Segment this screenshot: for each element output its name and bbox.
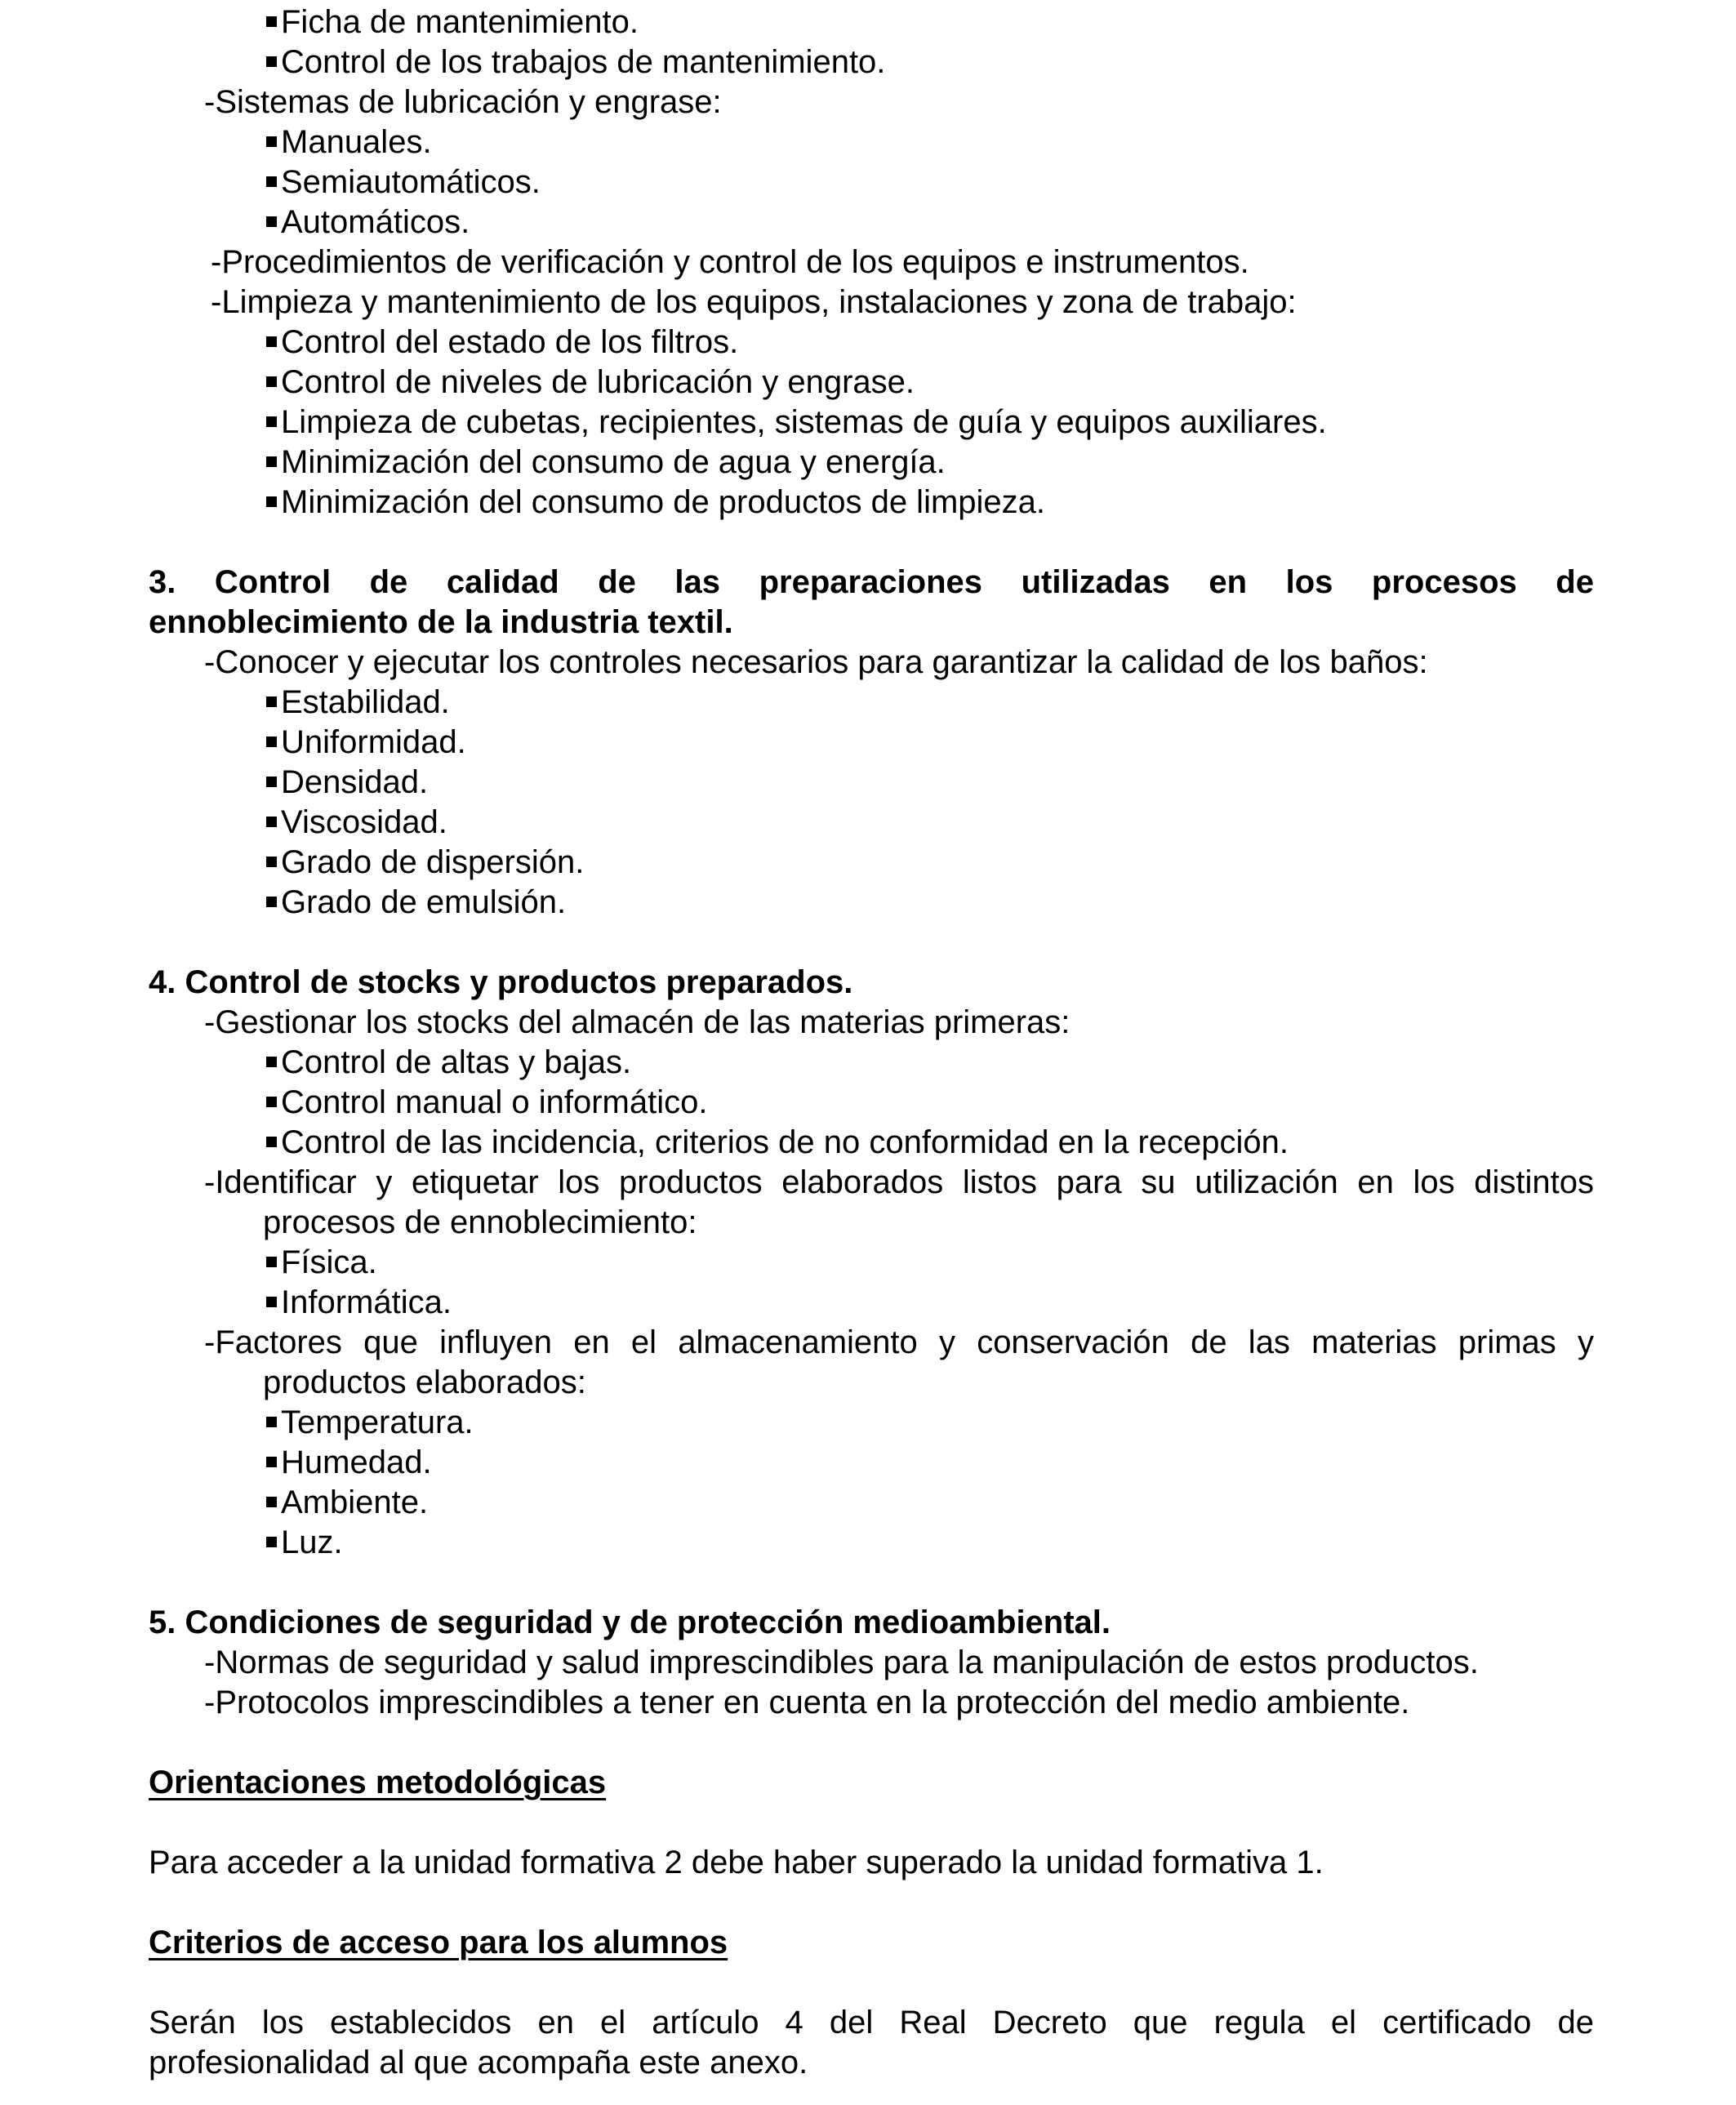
- square-bullet-icon: [266, 56, 277, 67]
- square-bullet-icon: [266, 1097, 277, 1107]
- square-bullet-icon: [266, 336, 277, 347]
- list-item: Temperatura.: [266, 1403, 474, 1443]
- list-item: Semiautomáticos.: [266, 162, 541, 202]
- paragraph: Serán los establecidos en el artículo 4 del Real Decreto que regula el certificado de: [149, 2005, 1594, 2040]
- list-item: -Sistemas de lubricación y engrase:: [204, 84, 722, 120]
- list-item: Control de niveles de lubricación y engrase.: [266, 363, 915, 403]
- list-item: Luz.: [266, 1523, 343, 1563]
- square-bullet-icon: [266, 16, 277, 27]
- list-item: Física.: [266, 1243, 377, 1283]
- square-bullet-icon: [266, 1537, 277, 1547]
- square-bullet-icon: [266, 1417, 277, 1427]
- section-heading: ennoblecimiento de la industria textil.: [149, 604, 733, 640]
- square-bullet-icon: [266, 1137, 277, 1147]
- list-item: Control del estado de los filtros.: [266, 323, 738, 363]
- list-item: procesos de ennoblecimiento:: [263, 1204, 697, 1240]
- list-item: Limpieza de cubetas, recipientes, sistemas de guía y equipos auxiliares.: [266, 403, 1327, 443]
- list-item: Minimización del consumo de agua y energía.: [266, 443, 946, 483]
- list-item: -Procedimientos de verificación y control de los equipos e instrumentos.: [211, 244, 1249, 280]
- list-item: Grado de dispersión.: [266, 843, 584, 883]
- square-bullet-icon: [266, 857, 277, 867]
- list-item: Manuales.: [266, 122, 432, 162]
- square-bullet-icon: [266, 376, 277, 387]
- list-item: Uniformidad.: [266, 723, 466, 763]
- list-item: Informática.: [266, 1283, 452, 1323]
- paragraph: Para acceder a la unidad formativa 2 debe haber superado la unidad formativa 1.: [149, 1845, 1324, 1880]
- section-heading: 5. Condiciones de seguridad y de protección medioambiental.: [149, 1604, 1111, 1640]
- list-item: Viscosidad.: [266, 803, 447, 843]
- list-item: -Protocolos imprescindibles a tener en cuenta en la protección del medio ambiente.: [204, 1684, 1410, 1720]
- section-heading: 4. Control de stocks y productos preparados.: [149, 964, 853, 1000]
- list-item: Control manual o informático.: [266, 1083, 707, 1123]
- list-item: Automáticos.: [266, 202, 470, 243]
- list-item: Estabilidad.: [266, 683, 450, 723]
- square-bullet-icon: [266, 416, 277, 427]
- list-item: Control de los trabajos de mantenimiento.: [266, 42, 885, 82]
- square-bullet-icon: [266, 1257, 277, 1267]
- square-bullet-icon: [266, 1457, 277, 1467]
- list-item: -Limpieza y mantenimiento de los equipos, instalaciones y zona de trabajo:: [211, 284, 1297, 320]
- list-item: Densidad.: [266, 763, 428, 803]
- square-bullet-icon: [266, 817, 277, 827]
- list-item: Control de altas y bajas.: [266, 1043, 631, 1083]
- square-bullet-icon: [266, 1297, 277, 1307]
- square-bullet-icon: [266, 696, 277, 707]
- list-item: productos elaborados:: [263, 1364, 586, 1400]
- section-heading: 3. Control de calidad de las preparaciones utilizadas en los procesos de: [149, 564, 1594, 600]
- section-title-underlined: Orientaciones metodológicas: [149, 1765, 607, 1800]
- list-item: Grado de emulsión.: [266, 883, 566, 923]
- square-bullet-icon: [266, 777, 277, 787]
- square-bullet-icon: [266, 1497, 277, 1507]
- list-item: Ambiente.: [266, 1483, 428, 1523]
- square-bullet-icon: [266, 176, 277, 187]
- section-title-underlined: Criterios de acceso para los alumnos: [149, 1925, 728, 1960]
- square-bullet-icon: [266, 897, 277, 907]
- list-item: -Factores que influyen en el almacenamiento y conservación de las materias primas y: [204, 1324, 1594, 1360]
- list-item: Minimización del consumo de productos de limpieza.: [266, 483, 1045, 523]
- list-item: -Normas de seguridad y salud imprescindibles para la manipulación de estos productos.: [204, 1644, 1479, 1680]
- square-bullet-icon: [266, 216, 277, 227]
- square-bullet-icon: [266, 496, 277, 507]
- list-item: -Gestionar los stocks del almacén de las materias primeras:: [204, 1004, 1071, 1040]
- square-bullet-icon: [266, 737, 277, 747]
- list-item: Control de las incidencia, criterios de no conformidad en la recepción.: [266, 1123, 1289, 1163]
- paragraph: profesionalidad al que acompaña este anexo.: [149, 2045, 808, 2081]
- list-item: Humedad.: [266, 1443, 432, 1483]
- list-item: -Conocer y ejecutar los controles necesarios para garantizar la calidad de los baños:: [204, 644, 1428, 680]
- square-bullet-icon: [266, 1057, 277, 1067]
- square-bullet-icon: [266, 136, 277, 147]
- list-item: Ficha de mantenimiento.: [266, 2, 639, 42]
- list-item: -Identificar y etiquetar los productos elaborados listos para su utilización en los distintos: [204, 1164, 1594, 1200]
- square-bullet-icon: [266, 456, 277, 467]
